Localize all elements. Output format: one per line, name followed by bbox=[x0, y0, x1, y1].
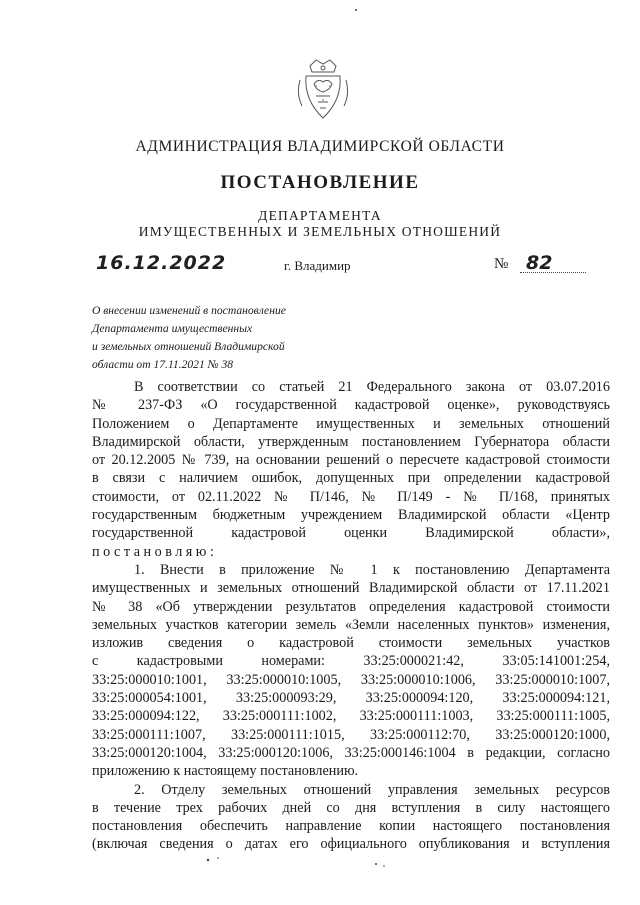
document-type-title: ПОСТАНОВЛЕНИЕ bbox=[220, 172, 420, 193]
document-number: 82 bbox=[526, 252, 553, 274]
subject-line: О внесении изменений в постановление bbox=[92, 304, 286, 317]
subject-line: и земельных отношений Владимирской bbox=[92, 340, 285, 353]
department-title-line-1: ДЕПАРТАМЕНТА bbox=[258, 208, 382, 223]
coat-of-arms-icon bbox=[296, 56, 350, 126]
body-line: изложив сведения о кадастровой стоимости земельных участков bbox=[92, 635, 610, 652]
body-line: Владимирской области, утвержденным постановлением Губернатора области bbox=[92, 433, 610, 450]
subject-line: Департамента имущественных bbox=[92, 322, 253, 335]
body-line: 33:25:000010:1001, 33:25:000010:1005, 33:25:000010:1006, 33:25:000010:1007, bbox=[92, 671, 610, 688]
body-line: 33:25:000120:1004, 33:25:000120:1006, 33:25:000146:1004 в редакции, согласно bbox=[92, 744, 610, 761]
body-line: от 20.12.2005 № 739, на основании решений о пересчете кадастровой стоимости bbox=[92, 452, 610, 469]
body-line: № 237-ФЗ «О государственной кадастровой оценке», руководствуясь bbox=[92, 397, 610, 414]
body-line: постановления обеспечить направление копии настоящего постановления bbox=[92, 818, 610, 835]
administration-title: АДМИНИСТРАЦИЯ ВЛАДИМИРСКОЙ ОБЛАСТИ bbox=[135, 138, 505, 155]
body-line: Положением о Департаменте имущественных и земельных отношений bbox=[92, 415, 610, 432]
document-date: 16.12.2022 bbox=[96, 252, 227, 274]
subject-block bbox=[92, 302, 332, 374]
body-line: 2. Отделу земельных отношений управления земельных ресурсов bbox=[134, 781, 610, 798]
number-label: № bbox=[494, 256, 509, 272]
body-line: 1. Внести в приложение № 1 к постановлению Департамента bbox=[134, 561, 610, 578]
body-line: земельных участков категории земель «Земли населенных пунктов» изменения, bbox=[92, 616, 610, 633]
body-line: государственным бюджетным учреждением Владимирской области «Центр bbox=[92, 507, 610, 524]
department-title-line-2: ИМУЩЕСТВЕННЫХ И ЗЕМЕЛЬНЫХ ОТНОШЕНИЙ bbox=[138, 224, 502, 239]
number-underline bbox=[520, 272, 586, 273]
body-line: 33:25:000111:1007, 33:25:000111:1015, 33:25:000112:70, 33:25:000120:1000, bbox=[92, 726, 610, 743]
body-line: 33:25:000054:1001, 33:25:000093:29, 33:25:000094:120, 33:25:000094:121, bbox=[92, 690, 610, 707]
body-line: В соответствии со статьей 21 Федерального закона от 03.07.2016 bbox=[134, 379, 610, 395]
body-line: в связи с наличием ошибок, допущенных при определении кадастровой bbox=[92, 470, 610, 487]
body-line: приложению к настоящему постановлению. bbox=[92, 763, 359, 780]
document-body bbox=[92, 378, 610, 854]
body-line: (включая сведения о датах его официального опубликования и вступления bbox=[92, 836, 610, 853]
body-line: в течение трех рабочих дней со дня вступления в силу настоящего bbox=[92, 799, 610, 816]
body-line: постановляю: bbox=[92, 543, 218, 560]
body-line: государственной кадастровой оценки Владимирской области», bbox=[92, 525, 610, 542]
body-line: стоимости, от 02.11.2022 № П/146, № П/149 - № П/168, принятых bbox=[92, 488, 610, 505]
body-line: имущественных и земельных отношений Владимирской области от 17.11.2021 bbox=[92, 580, 610, 597]
document-city: г. Владимир bbox=[284, 258, 351, 273]
body-line: № 38 «Об утверждении результатов определения кадастровой стоимости bbox=[92, 598, 610, 615]
body-line: с кадастровыми номерами: 33:25:000021:42, 33:05:141001:254, bbox=[92, 653, 610, 670]
subject-line: области от 17.11.2021 № 38 bbox=[92, 358, 234, 371]
body-line: 33:25:000094:122, 33:25:000111:1002, 33:25:000111:1003, 33:25:000111:1005, bbox=[92, 708, 610, 725]
